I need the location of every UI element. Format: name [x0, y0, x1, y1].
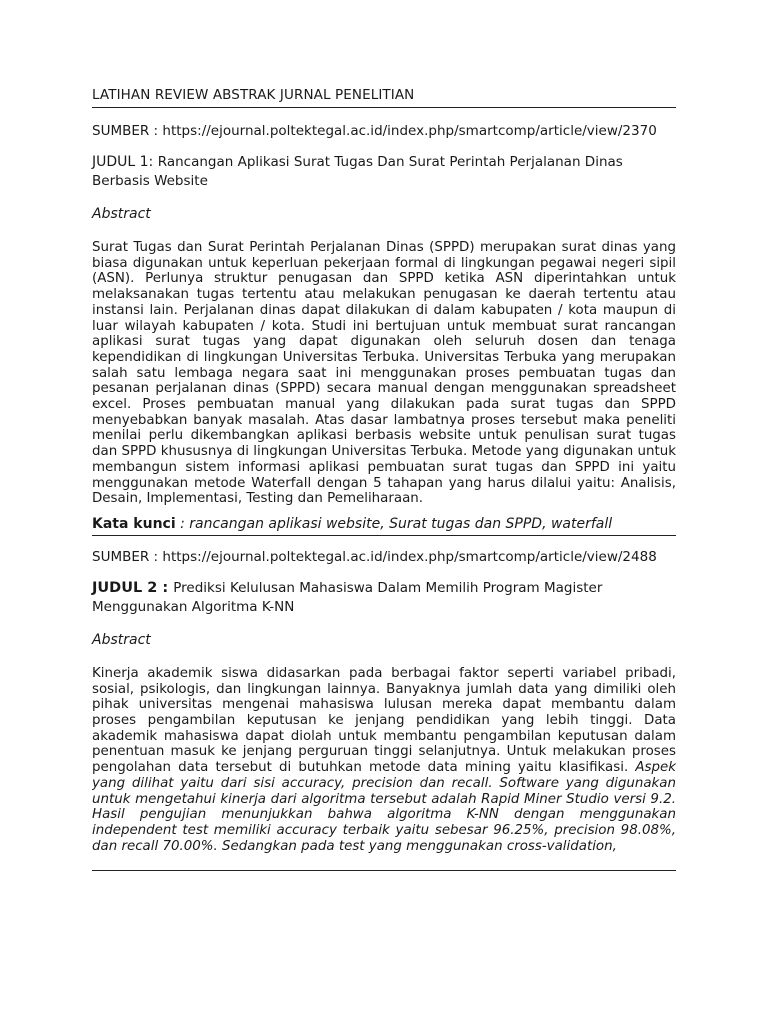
article-2-title [92, 579, 676, 617]
article-1-source: SUMBER : https://ejournal.poltektegal.ac.id/index.php/smartcomp/article/view/2370 [92, 123, 657, 139]
article-2-title-label: JUDUL 2 : [92, 579, 174, 596]
article-2-abstract-heading: Abstract [92, 631, 151, 648]
keywords-text: : rancangan aplikasi website, Surat tugas dan SPPD, waterfall [175, 515, 613, 532]
keywords-label: Kata kunci [92, 515, 176, 532]
article-2-abstract-italic: Aspek yang dilihat yaitu dari sisi accuracy, precision dan recall. Software yang digunakan untuk mengetahui kinerja dari algoritma tersebut adalah Rapid Miner Studio versi 9.2. Hasil pengujian menunjukkan bahwa algoritma K-NN dengan menggunakan independent test memiliki accuracy terbaik yaitu sebesar 96.25%, precision 98.08%, dan recall 70.00%. Sedangkan pada test yang menggunakan cross-validation, [92, 760, 676, 854]
article-1-abstract-heading: Abstract [92, 206, 151, 222]
article-2-abstract-text [92, 666, 676, 871]
article-1-keywords [92, 515, 676, 536]
document-page [92, 86, 676, 871]
article-1-title-label: JUDUL 1: [92, 154, 158, 170]
article-1-title [92, 153, 676, 191]
article-1-title-text: Rancangan Aplikasi Surat Tugas Dan Surat Perintah Perjalanan Dinas Berbasis Website [92, 154, 623, 189]
article-2-source: SUMBER : https://ejournal.poltektegal.ac.id/index.php/smartcomp/article/view/2488 [92, 548, 657, 565]
article-1-abstract-text: Surat Tugas dan Surat Perintah Perjalanan Dinas (SPPD) merupakan surat dinas yang biasa digunakan untuk keperluan pekerjaan formal di lingkungan pegawai negeri sipil (ASN). Perlunya struktur penugasan dan SPPD ketika ASN diperintahkan untuk melaksanakan tugas tertentu atau melakukan penugasan ke daerah tertentu atau instansi lain. Perjalanan dinas dapat dilakukan di dalam kabupaten / kota maupun di luar wilayah kabupaten / kota. Studi ini bertujuan untuk membuat surat rancangan aplikasi surat tugas yang dapat digunakan oleh seluruh dosen dan tenaga kependidikan di lingkungan Universitas Terbuka. Universitas Terbuka yang merupakan salah satu lembaga negara saat ini menggunakan proses pembuatan tugas dan pesanan perjalanan dinas (SPPD) secara manual dengan menggunakan spreadsheet excel. Proses pembuatan manual yang dilakukan pada surat tugas dan SPPD menyebabkan banyak masalah. Atas dasar lambatnya proses tersebut maka peneliti menilai perlu dikembangkan aplikasi berbasis website untuk penulisan surat tugas dan SPPD khususnya di lingkungan Universitas Terbuka. Metode yang digunakan untuk membangun sistem informasi aplikasi pembuatan surat tugas dan SPPD ini yaitu menggunakan metode Waterfall dengan 5 tahapan yang harus dilalui yaitu: Analisis, Desain, Implementasi, Testing dan Pemeliharaan. [92, 240, 676, 507]
document-heading: LATIHAN REVIEW ABSTRAK JURNAL PENELITIAN [92, 86, 676, 108]
article-2-title-text: Prediksi Kelulusan Mahasiswa Dalam Memilih Program Magister Menggunakan Algoritma K-NN [92, 579, 603, 615]
article-2-abstract-normal: Kinerja akademik siswa didasarkan pada berbagai faktor seperti variabel pribadi, sosial, psikologis, dan lingkungan lainnya. Banyaknya jumlah data yang dimiliki oleh pihak universitas mengenai mahasiswa lulusan mereka dapat membantu dalam proses pengambilan keputusan ke jenjang pendidikan yang lebih tinggi. Data akademik mahasiswa dapat diolah untuk membantu pengambilan keputusan dalam penentuan masuk ke jenjang perguruan tinggi selanjutnya. Untuk melakukan proses pengolahan data tersebut di butuhkan metode data mining yaitu klasifikasi. [92, 665, 676, 776]
